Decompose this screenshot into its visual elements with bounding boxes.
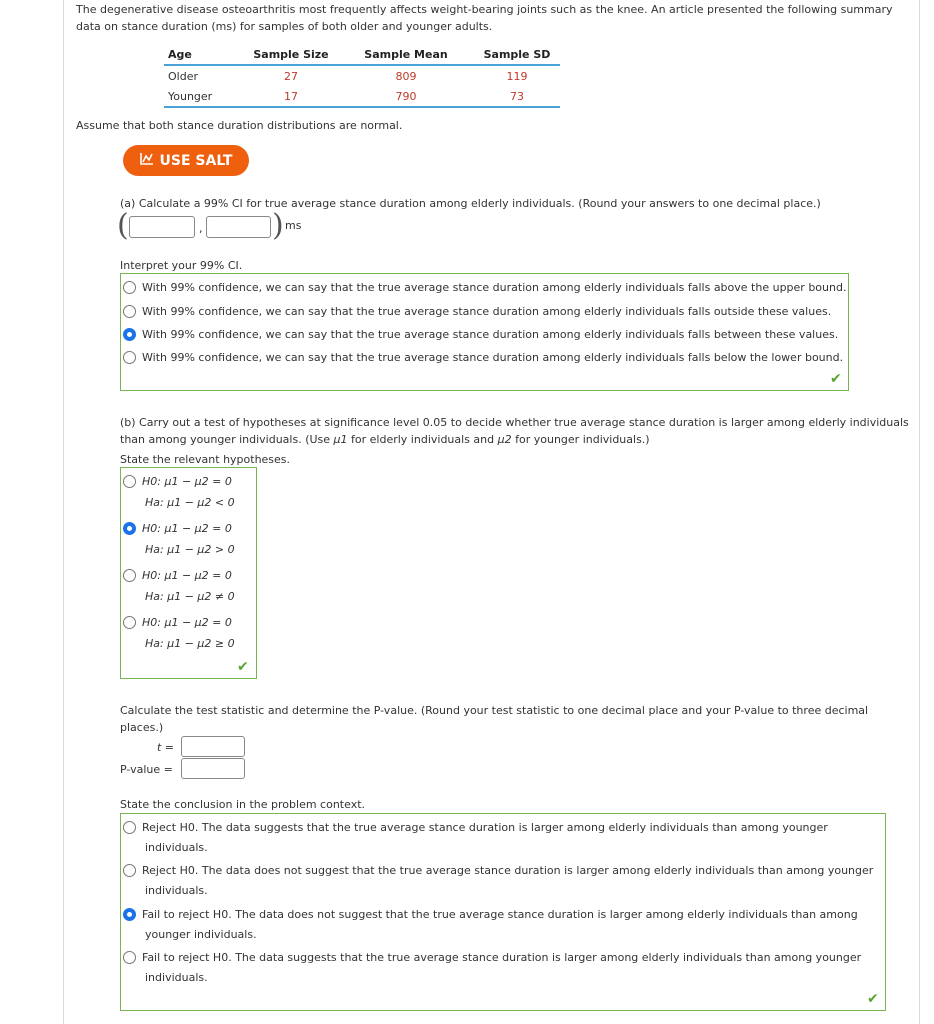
- interpret-option-radio[interactable]: [123, 351, 136, 364]
- calc-instruction-line-1: Calculate the test statistic and determine the P-value. (Round your test statistic to one decimal place and your P-value to three decimal: [120, 704, 869, 717]
- hypothesis-h0: H0: μ1 − μ2 = 0: [142, 475, 232, 488]
- table-header: Age: [164, 45, 244, 65]
- ci-comma: ,: [199, 222, 203, 235]
- table-cell: 27: [284, 69, 298, 83]
- use-salt-label: USE SALT: [159, 152, 233, 169]
- hypothesis-radio[interactable]: [123, 569, 136, 582]
- problem-intro: [76, 1, 896, 35]
- conclusion-radio[interactable]: [123, 864, 136, 877]
- table-cell: 73: [474, 86, 560, 107]
- part-b-question-line-2: [120, 433, 650, 446]
- hypothesis-ha: Ha: μ1 − μ2 > 0: [145, 543, 235, 556]
- check-icon: ✔: [237, 659, 249, 675]
- calc-instruction-line-2: places.): [120, 721, 164, 734]
- ci-upper-input[interactable]: [206, 216, 271, 238]
- table-header: Sample Mean: [338, 45, 474, 65]
- mu2-symbol: μ2: [497, 433, 512, 446]
- conclusion-text-cont: individuals.: [145, 884, 208, 897]
- table-cell: 119: [506, 69, 528, 83]
- interpret-option-radio[interactable]: [123, 305, 136, 318]
- hypothesis-ha: Ha: μ1 − μ2 ≥ 0: [145, 637, 235, 650]
- intro-line-2: data on stance duration (ms) for samples of both older and younger adults.: [76, 20, 493, 33]
- ci-open-paren: (: [117, 208, 129, 243]
- table-cell: Younger: [164, 86, 244, 107]
- hypothesis-h0: H0: μ1 − μ2 = 0: [142, 522, 232, 535]
- chart-icon: [140, 152, 154, 169]
- check-icon: ✔: [867, 991, 879, 1007]
- table-cell: Older: [168, 69, 198, 83]
- interpret-label: Interpret your 99% CI.: [120, 259, 243, 272]
- q-text: for younger individuals.): [511, 433, 650, 446]
- hypothesis-h0: H0: μ1 − μ2 = 0: [142, 569, 232, 582]
- state-hypotheses-label: State the relevant hypotheses.: [120, 453, 291, 466]
- table-header-row: [164, 45, 560, 65]
- conclusion-text: Fail to reject H0. The data does not suggest that the true average stance duration is larger among elderly individuals than among: [142, 908, 858, 921]
- check-icon: ✔: [830, 371, 842, 387]
- hypothesis-radio[interactable]: [123, 616, 136, 629]
- interpret-option-radio-selected[interactable]: [123, 328, 136, 341]
- conclusion-label: State the conclusion in the problem context.: [120, 798, 366, 811]
- conclusion-text-cont: younger individuals.: [145, 928, 257, 941]
- assumption-text: Assume that both stance duration distributions are normal.: [76, 119, 403, 132]
- conclusion-text-cont: individuals.: [145, 971, 208, 984]
- summary-table: [164, 45, 560, 108]
- intro-line-1: The degenerative disease osteoarthritis most frequently affects weight-bearing joints such as the knee. An article presented the following summary: [76, 3, 893, 16]
- use-salt-button[interactable]: [123, 145, 249, 176]
- hypothesis-ha: Ha: μ1 − μ2 < 0: [145, 496, 235, 509]
- ci-close-paren: ): [272, 208, 284, 243]
- interpret-option-text: With 99% confidence, we can say that the true average stance duration among elderly individuals falls below the lower bound.: [142, 351, 844, 364]
- table-cell: 17: [244, 86, 338, 107]
- hypothesis-radio[interactable]: [123, 475, 136, 488]
- interpret-option-text: With 99% confidence, we can say that the true average stance duration among elderly individuals falls outside these values.: [142, 305, 832, 318]
- conclusion-radio[interactable]: [123, 951, 136, 964]
- ci-lower-input[interactable]: [129, 216, 195, 238]
- interpret-option-text: With 99% confidence, we can say that the true average stance duration among elderly individuals falls above the upper bound.: [142, 281, 847, 294]
- table-cell: 790: [338, 86, 474, 107]
- interpret-option-text: With 99% confidence, we can say that the true average stance duration among elderly individuals falls between these values.: [142, 328, 839, 341]
- mu1-symbol: μ1: [333, 433, 348, 446]
- t-statistic-input[interactable]: [181, 736, 245, 757]
- hypothesis-radio-selected[interactable]: [123, 522, 136, 535]
- table-row: [164, 86, 560, 107]
- p-value-input[interactable]: [181, 758, 245, 779]
- conclusion-radio-selected[interactable]: [123, 908, 136, 921]
- table-header: Sample SD: [474, 45, 560, 65]
- hypothesis-h0: H0: μ1 − μ2 = 0: [142, 616, 232, 629]
- table-header: Sample Size: [244, 45, 338, 65]
- ci-unit: ms: [285, 219, 302, 232]
- q-text: for elderly individuals and: [347, 433, 498, 446]
- t-label: t =: [157, 741, 175, 754]
- interpret-option-radio[interactable]: [123, 281, 136, 294]
- p-value-label: P-value =: [120, 763, 173, 776]
- conclusion-text: Reject H0. The data does not suggest that the true average stance duration is larger among elderly individuals than among younger: [142, 864, 874, 877]
- table-cell: 809: [395, 69, 417, 83]
- conclusion-text: Reject H0. The data suggests that the true average stance duration is larger among elderly individuals than among younger: [142, 821, 828, 834]
- conclusion-radio[interactable]: [123, 821, 136, 834]
- part-b-question-line-1: (b) Carry out a test of hypotheses at significance level 0.05 to decide whether true average stance duration is larger among elderly individuals: [120, 416, 909, 429]
- hypothesis-ha: Ha: μ1 − μ2 ≠ 0: [145, 590, 235, 603]
- conclusion-text: Fail to reject H0. The data suggests that the true average stance duration is larger among elderly individuals than among younger: [142, 951, 862, 964]
- q-text: than among younger individuals. (Use: [120, 433, 334, 446]
- conclusion-text-cont: individuals.: [145, 841, 208, 854]
- table-row: [164, 65, 560, 86]
- part-a-question: (a) Calculate a 99% CI for true average stance duration among elderly individuals. (Round your answers to one decimal place.): [120, 197, 821, 210]
